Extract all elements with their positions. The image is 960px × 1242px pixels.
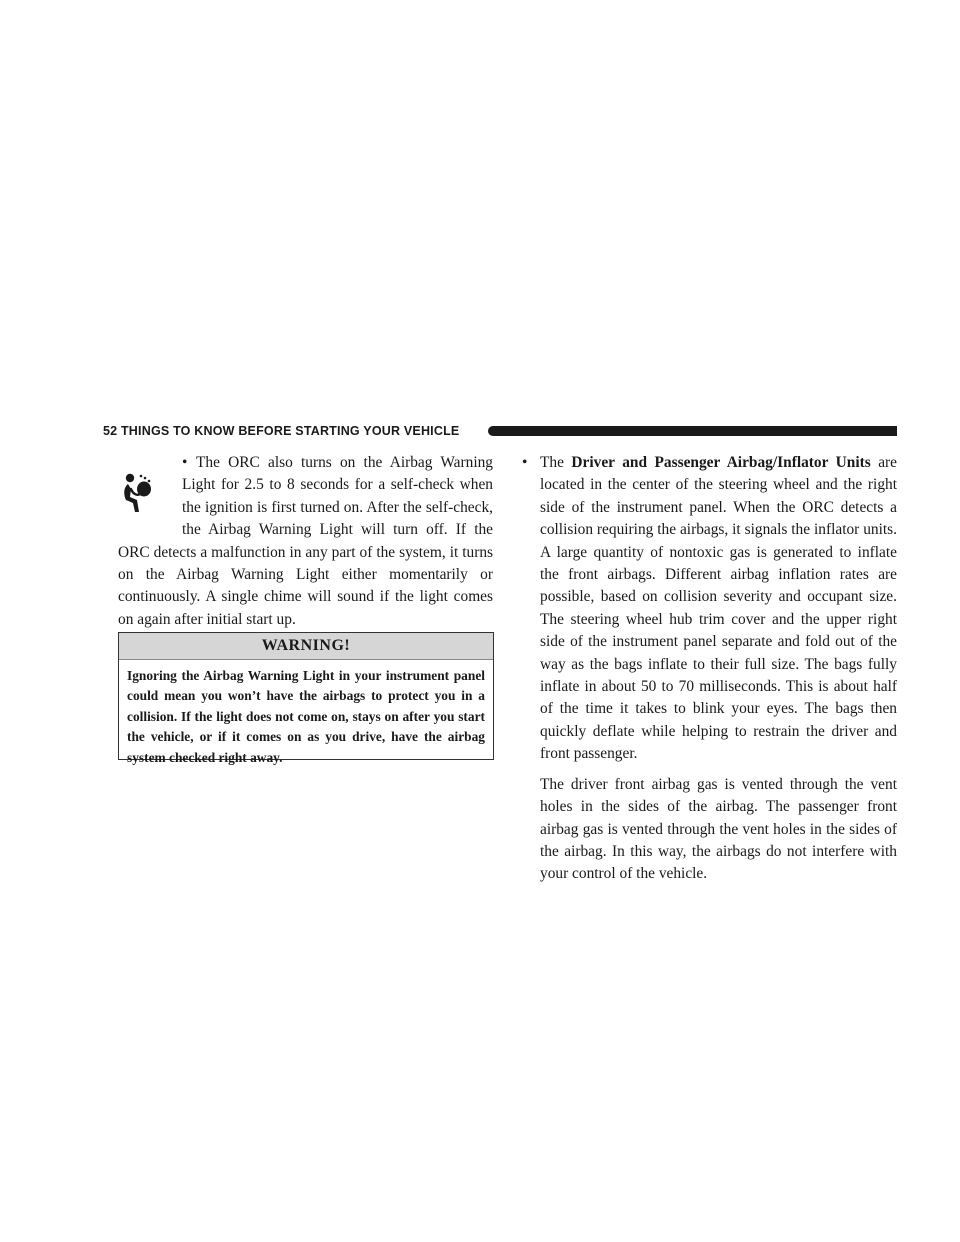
header-rule <box>488 426 897 436</box>
inflator-units-term: Driver and Passenger Airbag/Inflator Units <box>571 454 871 471</box>
page-header <box>103 422 897 440</box>
right-column <box>522 452 897 886</box>
warning-box <box>118 632 494 765</box>
airbag-light-bullet <box>118 452 493 631</box>
vent-paragraph: The driver front airbag gas is vented through the vent holes in the sides of the airbag. The passenger front airbag gas is vented through the vent holes in the sides of the airbag. In this way, the airbags do not interfere with your control of the vehicle. <box>540 775 897 883</box>
bullet: • <box>182 454 188 471</box>
airbag-light-paragraph: The ORC also turns on the Airbag Warning Light for 2.5 to 8 seconds for a self-check when the ignition is first turned on. After the self-check, the Airbag Warning Light will turn off. If the ORC detects a malfunction in any part of the system, it turns on the Airbag Warning Light either momentarily or continuously. A single chime will sound if the light comes on again after initial start up. <box>118 454 493 628</box>
left-column <box>118 452 493 631</box>
airbag-warning-icon <box>118 470 162 514</box>
page-number-and-section-title: 52 THINGS TO KNOW BEFORE STARTING YOUR VEHICLE <box>103 424 460 438</box>
warning-title: WARNING! <box>119 633 493 660</box>
inflator-units-paragraph: • The Driver and Passenger Airbag/Inflator Units are located in the center of the steering wheel and the right side of the instrument panel. When the ORC detects a collision requiring the airbags, it signals the inflator units. A large quantity of nontoxic gas is generated to inflate the front airbags. Different airbag inflation rates are possible, based on collision severity and occupant size. The steering wheel hub trim cover and the upper right side of the instrument panel separate and fold out of the way as the bags inflate to their full size. The bags fully inflate in about 50 to 70 milliseconds. This is about half of the time it takes to blink your eyes. The bags then quickly deflate while helping to restrain the driver and front passenger. <box>522 454 897 763</box>
warning-text: Ignoring the Airbag Warning Light in your instrument panel could mean you won’t have the airbags to protect you in a collision. If the light does not come on, stays on after you start the vehicle, or if it comes on as you drive, have the airbag system checked right away. <box>127 668 485 765</box>
bullet: • <box>522 454 528 471</box>
